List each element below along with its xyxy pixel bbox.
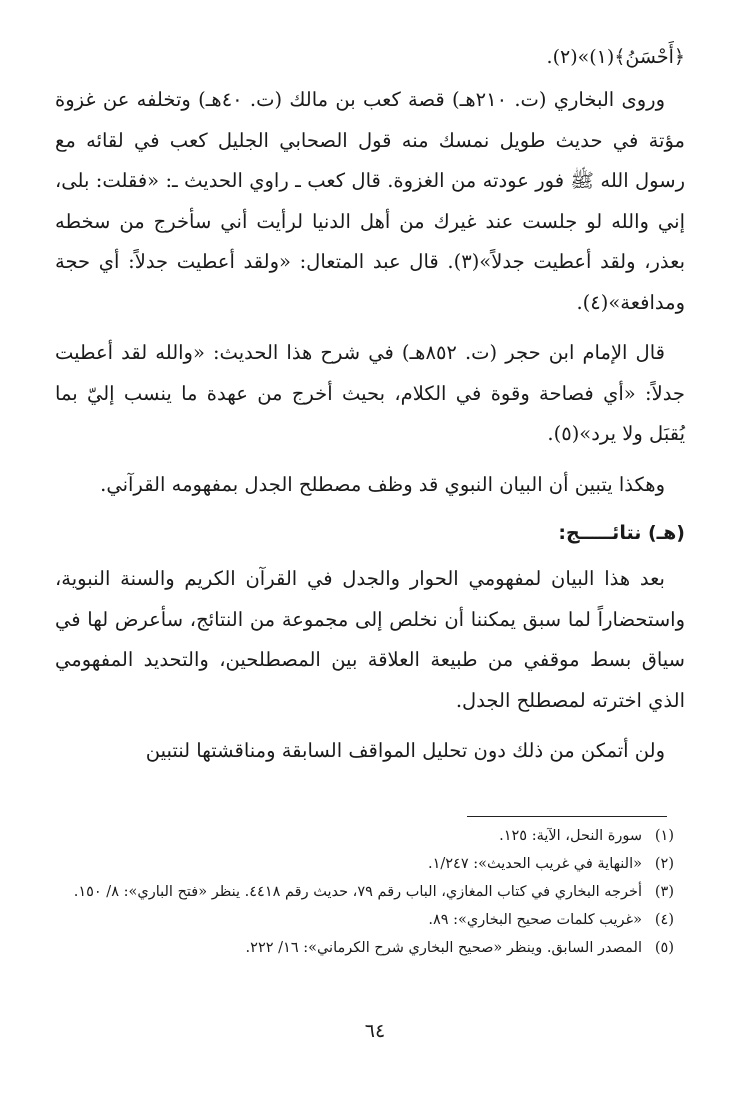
footnote-item (62, 822, 674, 850)
continued-line: ﴿أَحْسَنُ﴾(١)»(٢). (546, 46, 685, 68)
footnote-item (62, 934, 674, 962)
section-heading: (هـ) نتائـــــج: (558, 522, 685, 544)
footnotes (62, 822, 674, 962)
footnote-item (62, 906, 674, 934)
paragraph-last: ولن أتمكن من ذلك دون تحليل المواقف السابقة ومناقشتها لنتبين (145, 739, 665, 762)
footnote-text: «غريب كلمات صحيح البخاري»: ٨٩. (428, 912, 642, 928)
page-body (55, 40, 685, 782)
footnote-text: المصدر السابق. وينظر «صحيح البخاري شرح الكرماني»: ١٦/ ٢٢٢. (245, 940, 642, 956)
footnote-number: (٢) (654, 856, 674, 872)
footnote-number: (٥) (654, 940, 674, 956)
footnote-item (62, 878, 674, 906)
paragraph-ibn-hajar: قال الإمام ابن حجر (ت. ٨٥٢هـ) في شرح هذا الحديث: «والله لقد أعطيت جدلاً: «أي فصاحة وقوة في الكلام، بحيث أخرج من عهدة ما ينسب إليّ بما يُقبَل ولا يرد»(٥). (55, 341, 685, 445)
footnote-text: سورة النحل، الآية: ١٢٥. (499, 828, 642, 844)
paragraph-bukhari-kaab: وروى البخاري (ت. ٢١٠هـ) قصة كعب بن مالك (ت. ٤٠هـ) وتخلفه عن غزوة مؤتة في حديث طويل نمسك منه قول الصحابي الجليل كعب في لقائه مع رسول الله ﷺ فور عودته من الغزوة. قال كعب ـ راوي الحديث ـ: «فقلت: بلى، إني والله لو جلست عند غيرك من أهل الدنيا لرأيت أني سأخرج من سخطه بعذر، ولقد أعطيت جدلاً»(٣). قال عبد المتعال: «ولقد أعطيت جدلاً: أي حجة ومدافعة»(٤). (55, 88, 685, 314)
paragraph-results: بعد هذا البيان لمفهومي الحوار والجدل في القرآن الكريم والسنة النبوية، واستحضاراً لما سبق يمكننا أن نخلص إلى مجموعة من النتائج، سأعرض لها في سياق بسط موقفي من طبيعة العلاقة بين المصطلحين، والتحديد المفهومي الذي اخترته لمصطلح الجدل. (55, 567, 685, 712)
paragraph-conclusion: وهكذا يتبين أن البيان النبوي قد وظف مصطلح الجدل بمفهومه القرآني. (100, 472, 665, 496)
footnote-text: أخرجه البخاري في كتاب المغازي، الباب رقم ٧٩، حديث رقم ٤٤١٨. ينظر «فتح الباري»: ٨/ ١٥٠. (73, 884, 642, 900)
footnote-number: (٤) (654, 912, 674, 928)
footnote-text: «النهاية في غريب الحديث»: ١/٢٤٧. (427, 856, 642, 872)
footnote-number: (٣) (654, 884, 674, 900)
page-number: ٦٤ (364, 1020, 386, 1042)
footnote-separator (467, 816, 667, 817)
footnote-number: (١) (654, 828, 674, 844)
footnote-item (62, 850, 674, 878)
